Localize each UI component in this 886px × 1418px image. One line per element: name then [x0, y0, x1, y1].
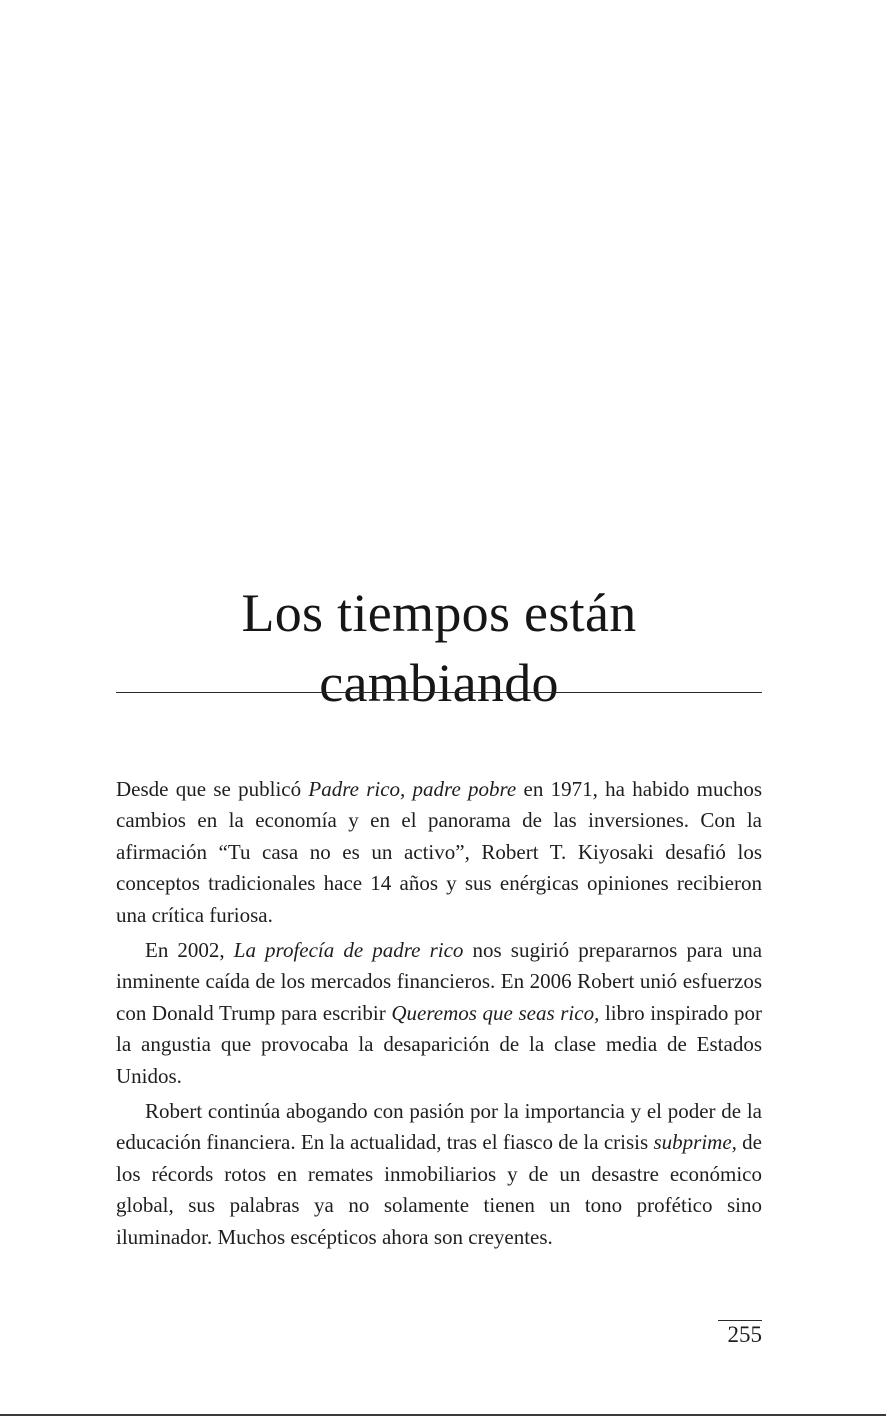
chapter-title-line-2: cambiando — [319, 653, 559, 714]
paragraph-2 — [116, 935, 762, 1092]
paragraph-2-segment: nos sugirió prepararnos para una inminente caída de los mercados financieros. En 2006 Robert unió esfuerzos con Donald Trump para escribir — [116, 938, 763, 1025]
paragraph-3-segment: Robert continúa abogando con pasión por la importancia y el poder de la educación financiera. En la actualidad, tras el fiasco de la crisis — [116, 1099, 762, 1155]
paragraph-1-segment: Desde que se publicó — [116, 777, 309, 801]
body-text — [116, 774, 762, 1253]
term-italic: subprime, — [653, 1130, 737, 1155]
paragraph-2-segment: En 2002, — [145, 938, 234, 963]
paragraph-3 — [116, 1096, 762, 1253]
page-bottom-edge — [0, 1414, 886, 1416]
title-divider — [116, 692, 762, 693]
book-title-italic: Queremos que seas rico, — [391, 1000, 600, 1025]
book-title-italic: Padre rico, padre pobre — [308, 777, 517, 801]
page-number: 255 — [718, 1320, 762, 1349]
paragraph-2-segment: libro inspirado por la angustia que provocaba la desaparición de la clase media de Estados Unidos. — [116, 1000, 762, 1088]
chapter-title-line-1: Los tiempos están — [241, 583, 637, 644]
chapter-title — [116, 578, 762, 718]
paragraph-1-segment: en 1971, ha habido muchos cambios en la economía y en el panorama de las inversiones. Con la afirmación “Tu casa no es un activo”, Robert T. Kiyosaki desafió los conceptos tradicionales hace 14 años y sus enérgicas opiniones recibieron una crítica furiosa. — [116, 777, 763, 927]
paragraph-1 — [116, 774, 762, 931]
book-title-italic: La profecía de padre rico — [233, 938, 464, 963]
paragraph-3-segment: de los récords rotos en remates inmobiliarios y de un desastre económico global, sus palabras ya no solamente tienen un tono profético sino iluminador. Muchos escépticos ahora son creyentes. — [116, 1130, 763, 1249]
